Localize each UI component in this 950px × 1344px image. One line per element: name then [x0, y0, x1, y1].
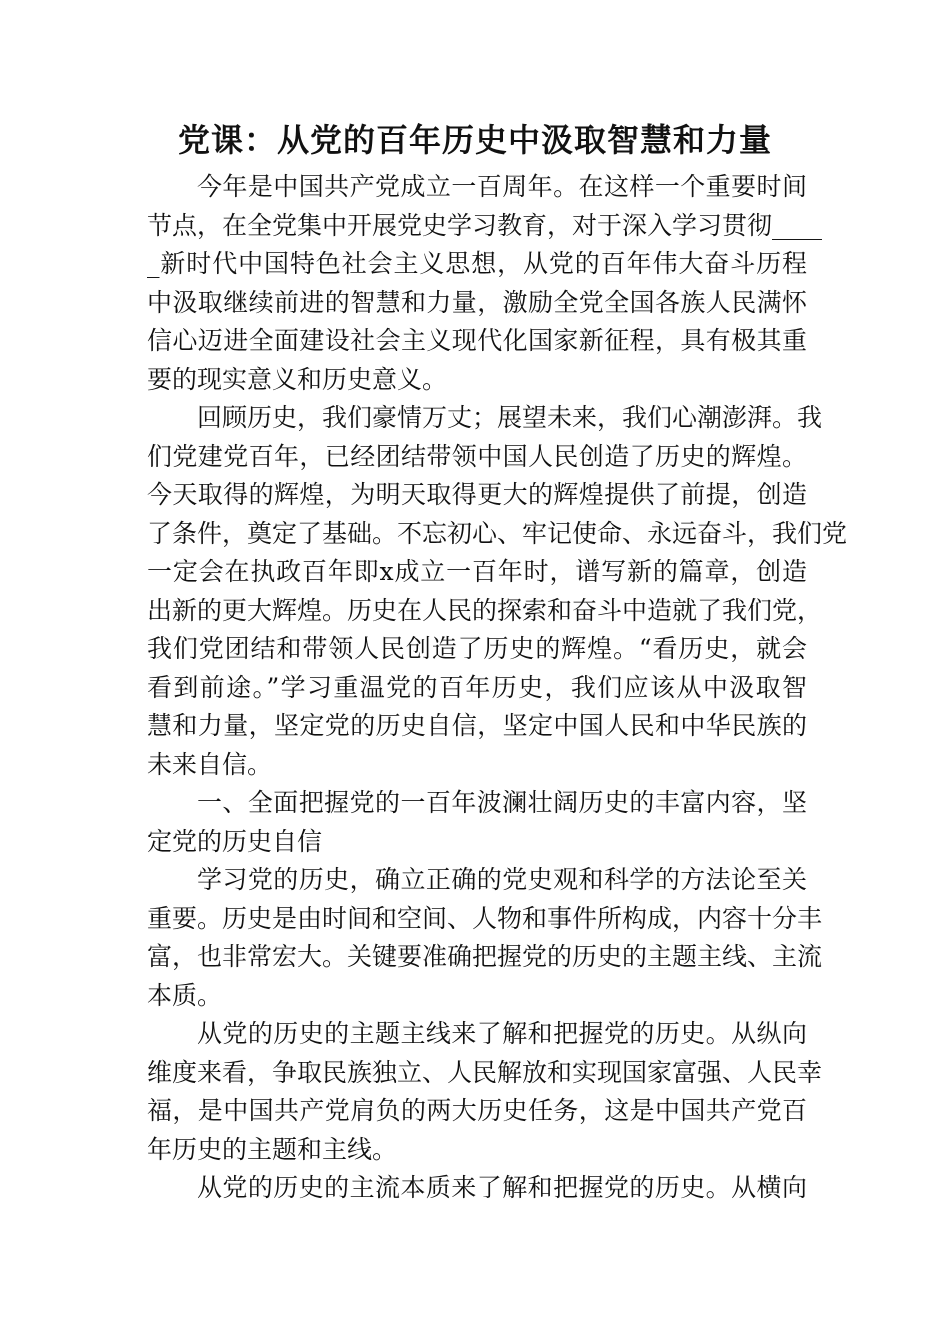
- text-line: 福，是中国共产党肩负的两大历史任务，这是中国共产党百: [147, 1096, 807, 1125]
- text-line: 重要。历史是由时间和空间、人物和事件所构成，内容十分丰: [147, 903, 823, 933]
- text-line: 信心迈进全面建设社会主义现代化国家新征程，具有极其重: [147, 326, 807, 355]
- text-line: 们党建党百年，已经团结带领中国人民创造了历史的辉煌。: [147, 441, 807, 471]
- text-line: 慧和力量，坚定党的历史自信，坚定中国人民和中华民族的: [147, 711, 807, 740]
- text-line: 节点，在全党集中开展党史学习教育，对于深入学习贯彻____: [147, 210, 823, 240]
- text-line: 富，也非常宏大。关键要准确把握党的历史的主题主线、主流: [147, 942, 823, 971]
- text-line: 今年是中国共产党成立一百周年。在这样一个重要时间: [197, 172, 807, 201]
- document-title: 党课：从党的百年历史中汲取智慧和力量: [177, 121, 772, 159]
- paragraph: [147, 1169, 807, 1208]
- text-line: 定党的历史自信: [147, 826, 323, 856]
- paragraph: [147, 168, 823, 399]
- text-line: 我们党团结和带领人民创造了历史的辉煌。“看历史，就会: [147, 634, 807, 663]
- text-line: 今天取得的辉煌，为明天取得更大的辉煌提供了前提，创造: [147, 480, 807, 509]
- section-heading: [147, 784, 807, 861]
- paragraph: [147, 399, 848, 784]
- document-body: [147, 168, 848, 1208]
- text-line: 回顾历史，我们豪情万丈；展望未来，我们心潮澎湃。我: [197, 403, 823, 432]
- text-line: 看到前途。”学习重温党的百年历史，我们应该从中汲取智: [147, 672, 807, 702]
- text-line: 从党的历史的主流本质来了解和把握党的历史。从横向: [197, 1173, 807, 1202]
- text-line: 学习党的历史，确立正确的党史观和科学的方法论至关: [197, 865, 807, 894]
- paragraph: [147, 861, 823, 1015]
- text-line: 一定会在执政百年即x成立一百年时，谱写新的篇章，创造: [147, 557, 807, 586]
- text-line: 年历史的主题和主线。: [147, 1134, 398, 1164]
- text-line: 出新的更大辉煌。历史在人民的探索和奋斗中造就了我们党，: [147, 595, 823, 625]
- text-line: 一、全面把握党的一百年波澜壮阔历史的丰富内容，坚: [197, 788, 807, 817]
- paragraph: [147, 1015, 823, 1169]
- text-line: 未来自信。: [147, 749, 273, 779]
- text-line: _新时代中国特色社会主义思想，从党的百年伟大奋斗历程: [147, 249, 807, 278]
- text-line: 要的现实意义和历史意义。: [147, 364, 448, 394]
- text-line: 了条件，奠定了基础。不忘初心、牢记使命、永远奋斗，我们党: [147, 518, 848, 548]
- text-line: 中汲取继续前进的智慧和力量，激励全党全国各族人民满怀: [147, 287, 807, 317]
- text-line: 从党的历史的主题主线来了解和把握党的历史。从纵向: [197, 1019, 807, 1048]
- text-line: 本质。: [147, 980, 223, 1010]
- text-line: 维度来看，争取民族独立、人民解放和实现国家富强、人民幸: [147, 1057, 823, 1087]
